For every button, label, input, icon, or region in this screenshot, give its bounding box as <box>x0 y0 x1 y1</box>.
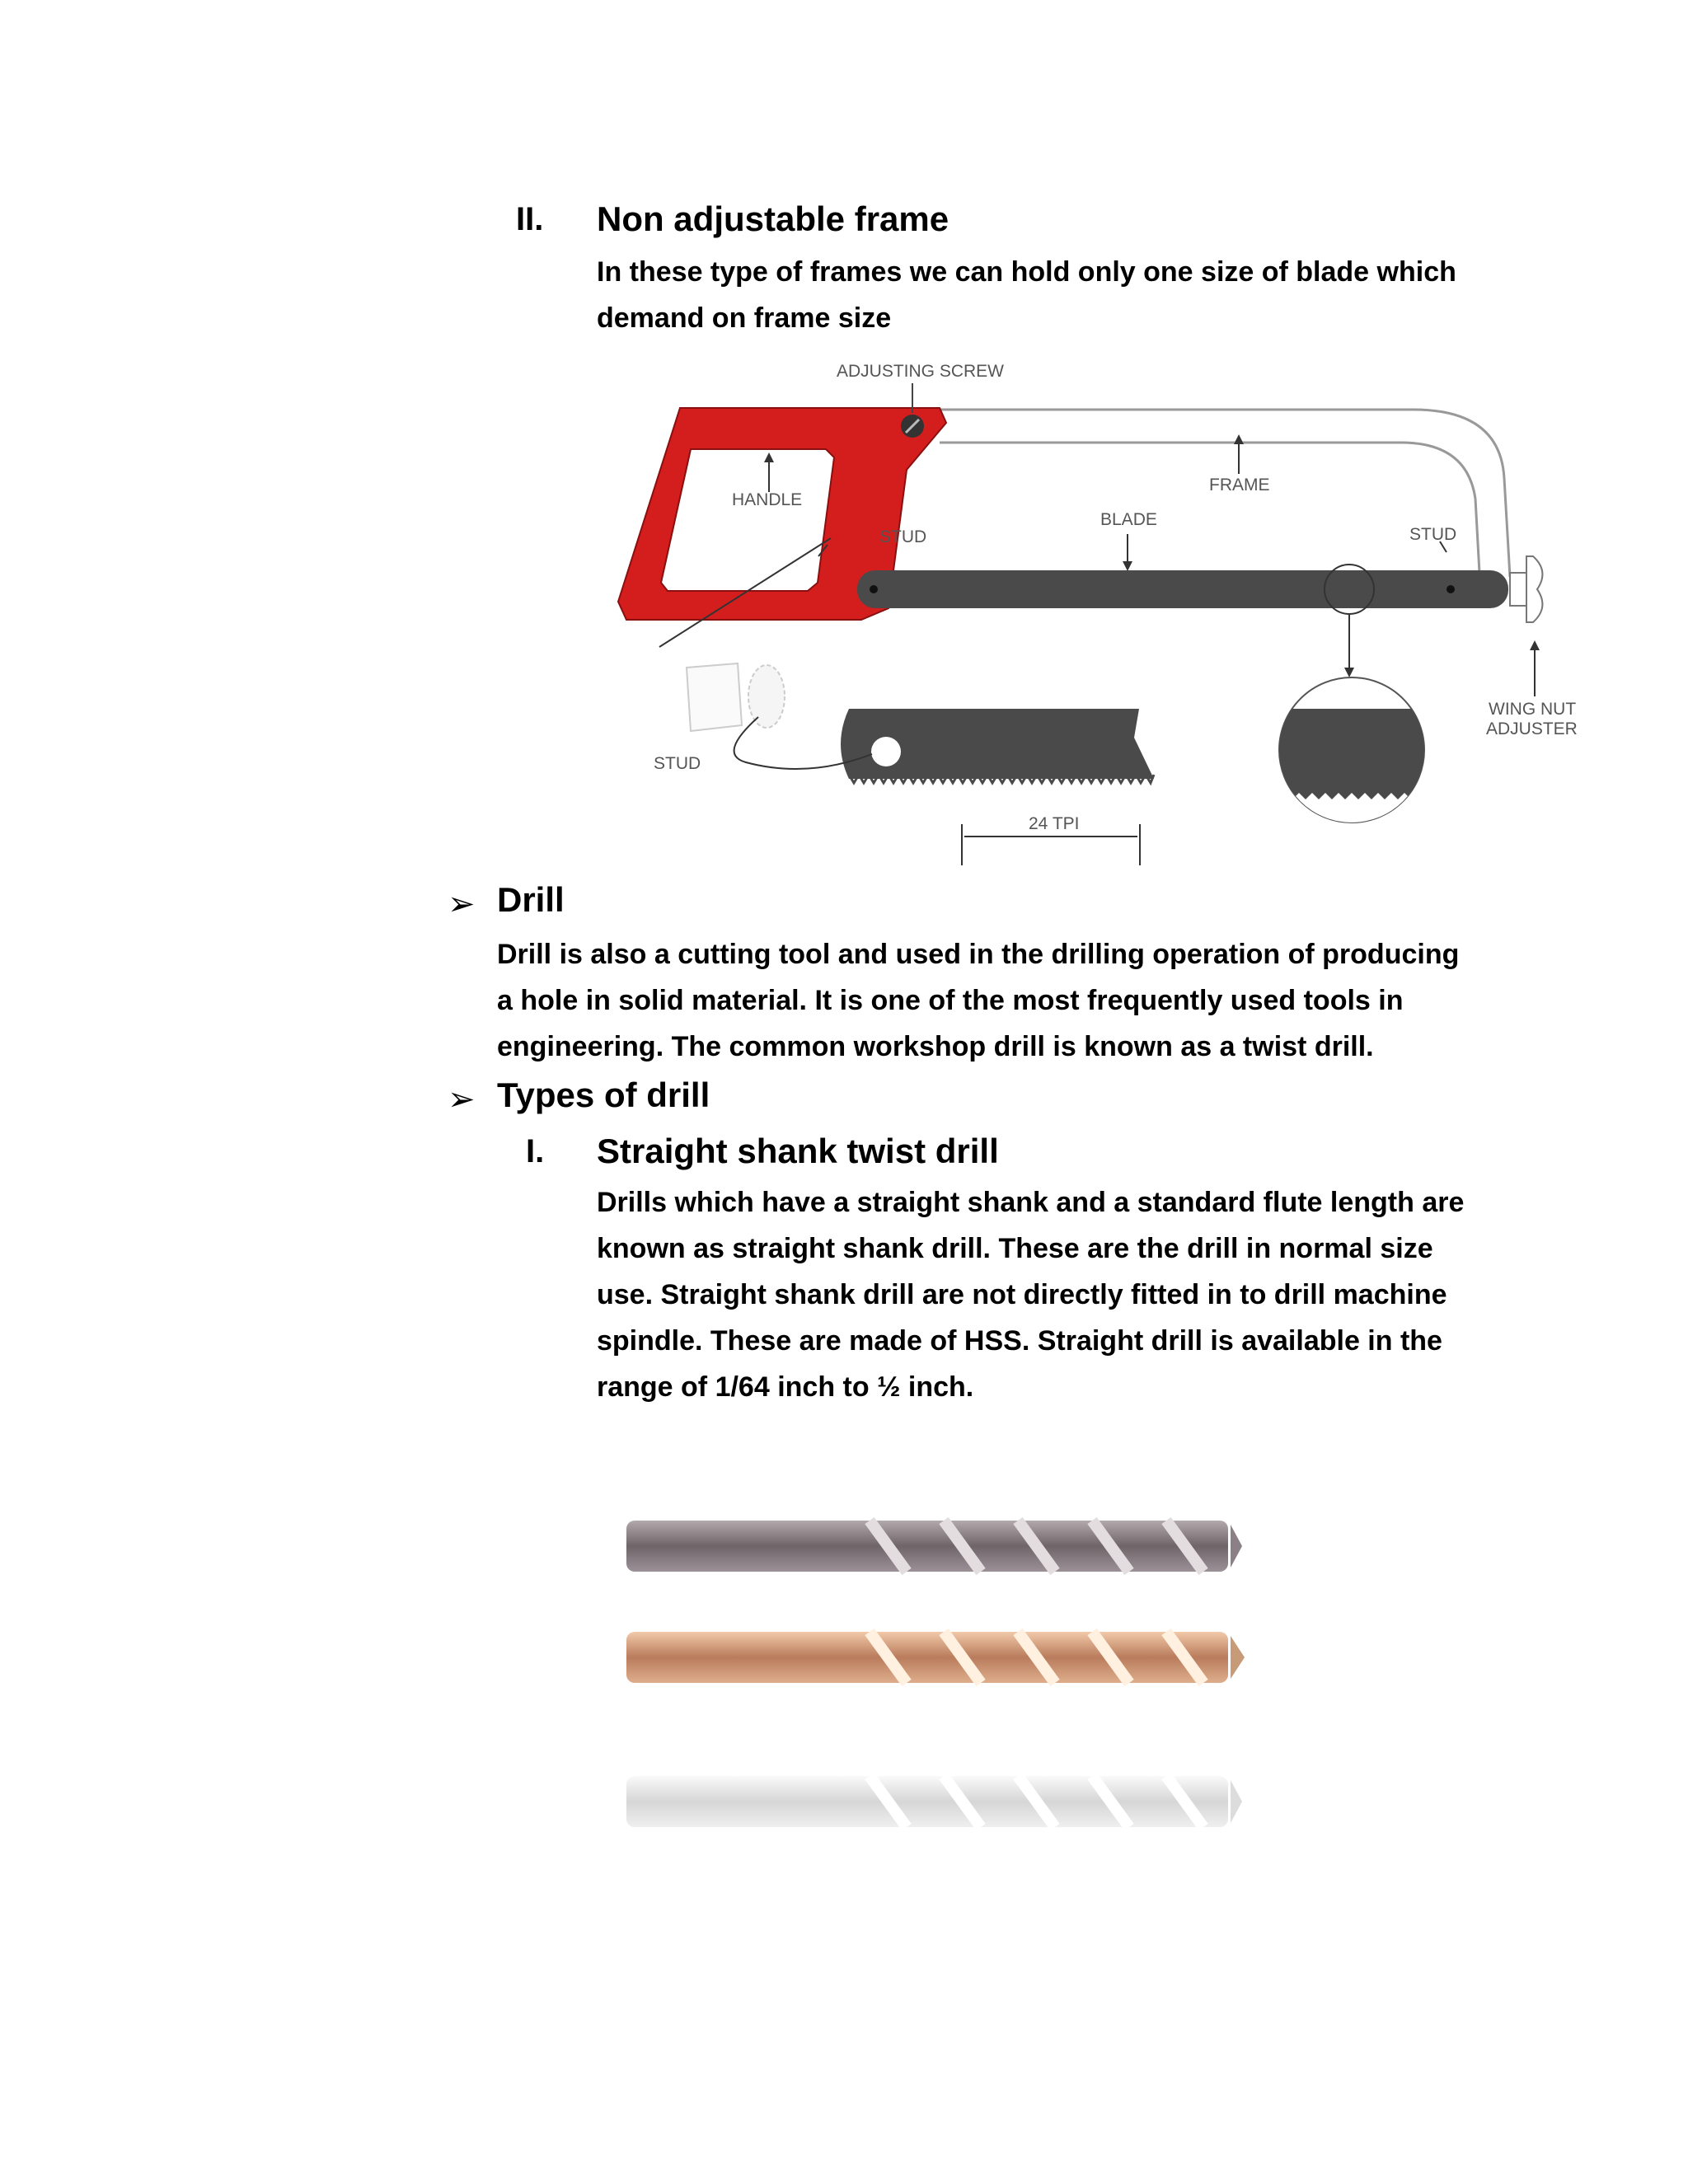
handle-label: HANDLE <box>732 490 803 509</box>
section-heading: Straight shank twist drill <box>597 1132 999 1170</box>
paragraph-line: Drills which have a straight shank and a standard flute length are <box>597 1187 1465 1218</box>
wing-nut-label: WING NUT <box>1489 700 1577 719</box>
tpi-label: 24 TPI <box>1029 814 1080 833</box>
blade-shape <box>857 570 1508 608</box>
drill-heading: Drill <box>497 880 565 919</box>
frame-inner-outline <box>940 443 1479 573</box>
paragraph-line: range of 1/64 inch to ½ inch. <box>597 1371 974 1403</box>
blade-label: BLADE <box>1100 510 1157 529</box>
drill-paragraph <box>497 931 1459 1070</box>
silver-drill-bit <box>626 1776 1242 1827</box>
stud-label-right: STUD <box>1409 525 1457 544</box>
section-paragraph <box>597 249 1456 341</box>
section-paragraph <box>597 1179 1464 1410</box>
types-heading: Types of drill <box>497 1076 710 1114</box>
section-numeral: I. <box>526 1133 545 1169</box>
frame-label: FRAME <box>1209 476 1270 494</box>
paragraph-line: spindle. These are made of HSS. Straight drill is available in the <box>597 1325 1442 1357</box>
copper-drill-bit <box>626 1632 1245 1683</box>
paragraph-line: known as straight shank drill. These are the drill in normal size <box>597 1233 1433 1264</box>
adjuster-label: ADJUSTER <box>1486 719 1578 738</box>
stud-label-bottom: STUD <box>654 754 701 773</box>
handle-grip-hole <box>661 449 834 591</box>
bullet-arrow-icon: ➢ <box>448 886 476 922</box>
paragraph-line: demand on frame size <box>597 302 892 334</box>
paragraph-line: engineering. The common workshop drill is known as a twist drill. <box>497 1031 1374 1062</box>
grey-drill-bit <box>626 1521 1242 1572</box>
paragraph-line: a hole in solid material. It is one of the most frequently used tools in <box>497 985 1404 1016</box>
stud-part-icon <box>687 663 785 731</box>
blade-enlarged-section <box>841 709 1154 783</box>
bullet-arrow-icon: ➢ <box>448 1081 476 1118</box>
section-heading: Non adjustable frame <box>597 199 950 238</box>
paragraph-line: In these type of frames we can hold only one size of blade which <box>597 256 1456 288</box>
wing-nut-icon <box>1526 556 1542 622</box>
stud-label-left: STUD <box>879 527 927 546</box>
adjusting-screw-label: ADJUSTING SCREW <box>837 362 1005 381</box>
paragraph-line: use. Straight shank drill are not directly fitted in to drill machine <box>597 1279 1447 1310</box>
hacksaw-diagram <box>610 350 1599 878</box>
paragraph-line: Drill is also a cutting tool and used in the drilling operation of producing <box>497 939 1460 970</box>
drill-bits-photo <box>622 1492 1249 1854</box>
section-numeral: II. <box>516 201 544 237</box>
blade-magnified-detail <box>1278 677 1426 828</box>
